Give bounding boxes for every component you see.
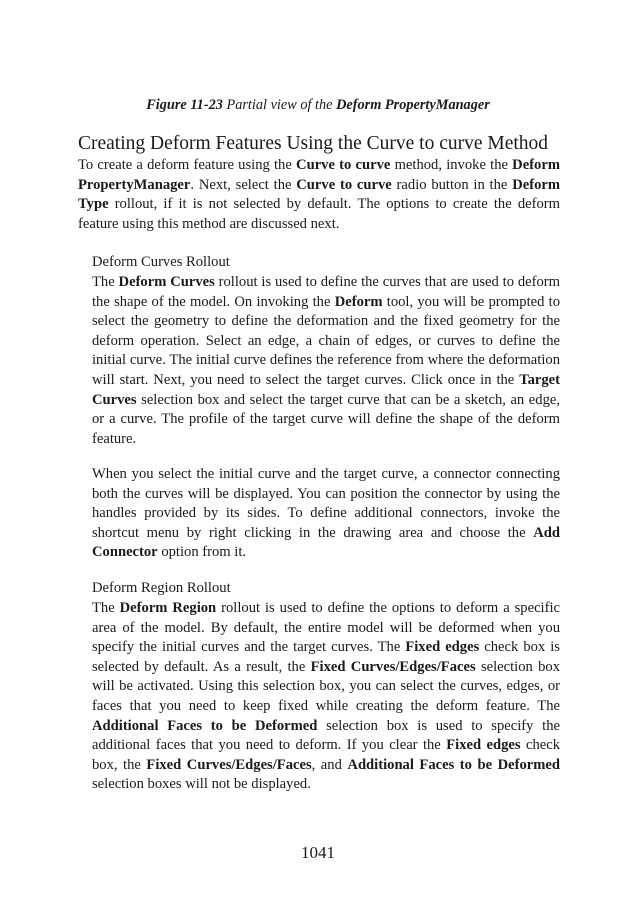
- bold-term: Additional Faces to be Deformed: [347, 756, 560, 773]
- bold-term: Deform Type: [78, 176, 560, 213]
- text-run: When you select the initial curve and the target curve, a connector connecting both the curves will be displayed. You can position the connector by using the handles provided by its sides. To define additional connectors, invoke the shortcut menu by right clicking in the drawing area and choose the: [92, 466, 560, 541]
- intro-paragraph: [78, 156, 560, 234]
- caption-text: Partial view of the: [222, 97, 337, 113]
- bold-term: Fixed Curves/Edges/Faces: [146, 756, 312, 773]
- text-run: method, invoke the: [390, 157, 513, 173]
- text-run: selection boxes will not be displayed.: [92, 776, 311, 793]
- text-run: radio button in the: [391, 176, 513, 193]
- figure-number: Figure 11-23: [146, 97, 223, 113]
- bold-term: Deform Region: [119, 600, 217, 616]
- section-title: Creating Deform Features Using the Curve to curve Method: [78, 133, 549, 154]
- bold-term: Curve to curve: [296, 157, 391, 173]
- deform-curves-paragraph-2: [92, 465, 560, 563]
- text-run: rollout is used to define the curves that are used to deform the shape of the model. On invoking the: [92, 274, 561, 310]
- bold-term: Fixed Curves/Edges/Faces: [310, 658, 476, 675]
- bold-term: Curve to curve: [296, 176, 392, 193]
- bold-term: Fixed edges: [405, 639, 480, 656]
- text-run: selection box and select the target curve that can be a sketch, an edge, or a curve. The profile of the target curve will define the shape of the deform feature.: [92, 391, 560, 447]
- bold-term: Add Connector: [92, 524, 560, 561]
- bold-term: Additional Faces to be Deformed: [92, 717, 318, 734]
- text-run: selection box is used to specify the additional faces that you need to deform. If you clear the: [92, 717, 560, 754]
- bold-term: Deform PropertyManager: [78, 157, 560, 193]
- text-run: check box is selected by default. As a result, the: [92, 639, 560, 675]
- text-run: tool, you will be prompted to select the geometry to define the deformation and the fixed geometry for the deform operation. Select an edge, a chain of edges, or curves to define the initial curve. The initial curve defines the reference from where the deformation will start. Next, you need to select the target curves. Click once in the: [92, 293, 560, 388]
- text-run: . Next, select the: [190, 176, 297, 193]
- text-run: The: [92, 600, 120, 616]
- bold-term: Target Curves: [92, 371, 560, 408]
- figure-caption: [0, 97, 636, 114]
- caption-bold: Deform PropertyManager: [336, 97, 490, 113]
- text-run: check box, the: [92, 737, 560, 773]
- deform-curves-heading: Deform Curves Rollout: [92, 254, 230, 270]
- deform-region-heading: Deform Region Rollout: [92, 580, 231, 596]
- text-run: selection box will be activated. Using this selection box, you can select the curves, edges, or faces that you need to keep fixed while creating the deform feature. The: [92, 658, 560, 714]
- deform-curves-paragraph-1: [92, 273, 560, 449]
- bold-term: Fixed edges: [446, 737, 521, 754]
- page-number: 1041: [301, 843, 335, 862]
- text-run: To create a deform feature using the: [78, 157, 297, 173]
- text-run: rollout, if it is not selected by default. The options to create the deform feature using this method are discussed next.: [78, 196, 560, 232]
- text-run: The: [92, 274, 119, 290]
- bold-term: Deform Curves: [118, 274, 215, 290]
- deform-region-paragraph: [92, 599, 560, 795]
- text-run: rollout is used to define the options to deform a specific area of the model. By default, the entire model will be deformed when you specify the initial curves and the target curves. The: [92, 600, 560, 656]
- bold-term: Deform: [334, 293, 383, 310]
- text-run: option from it.: [157, 544, 247, 561]
- text-run: , and: [311, 756, 348, 773]
